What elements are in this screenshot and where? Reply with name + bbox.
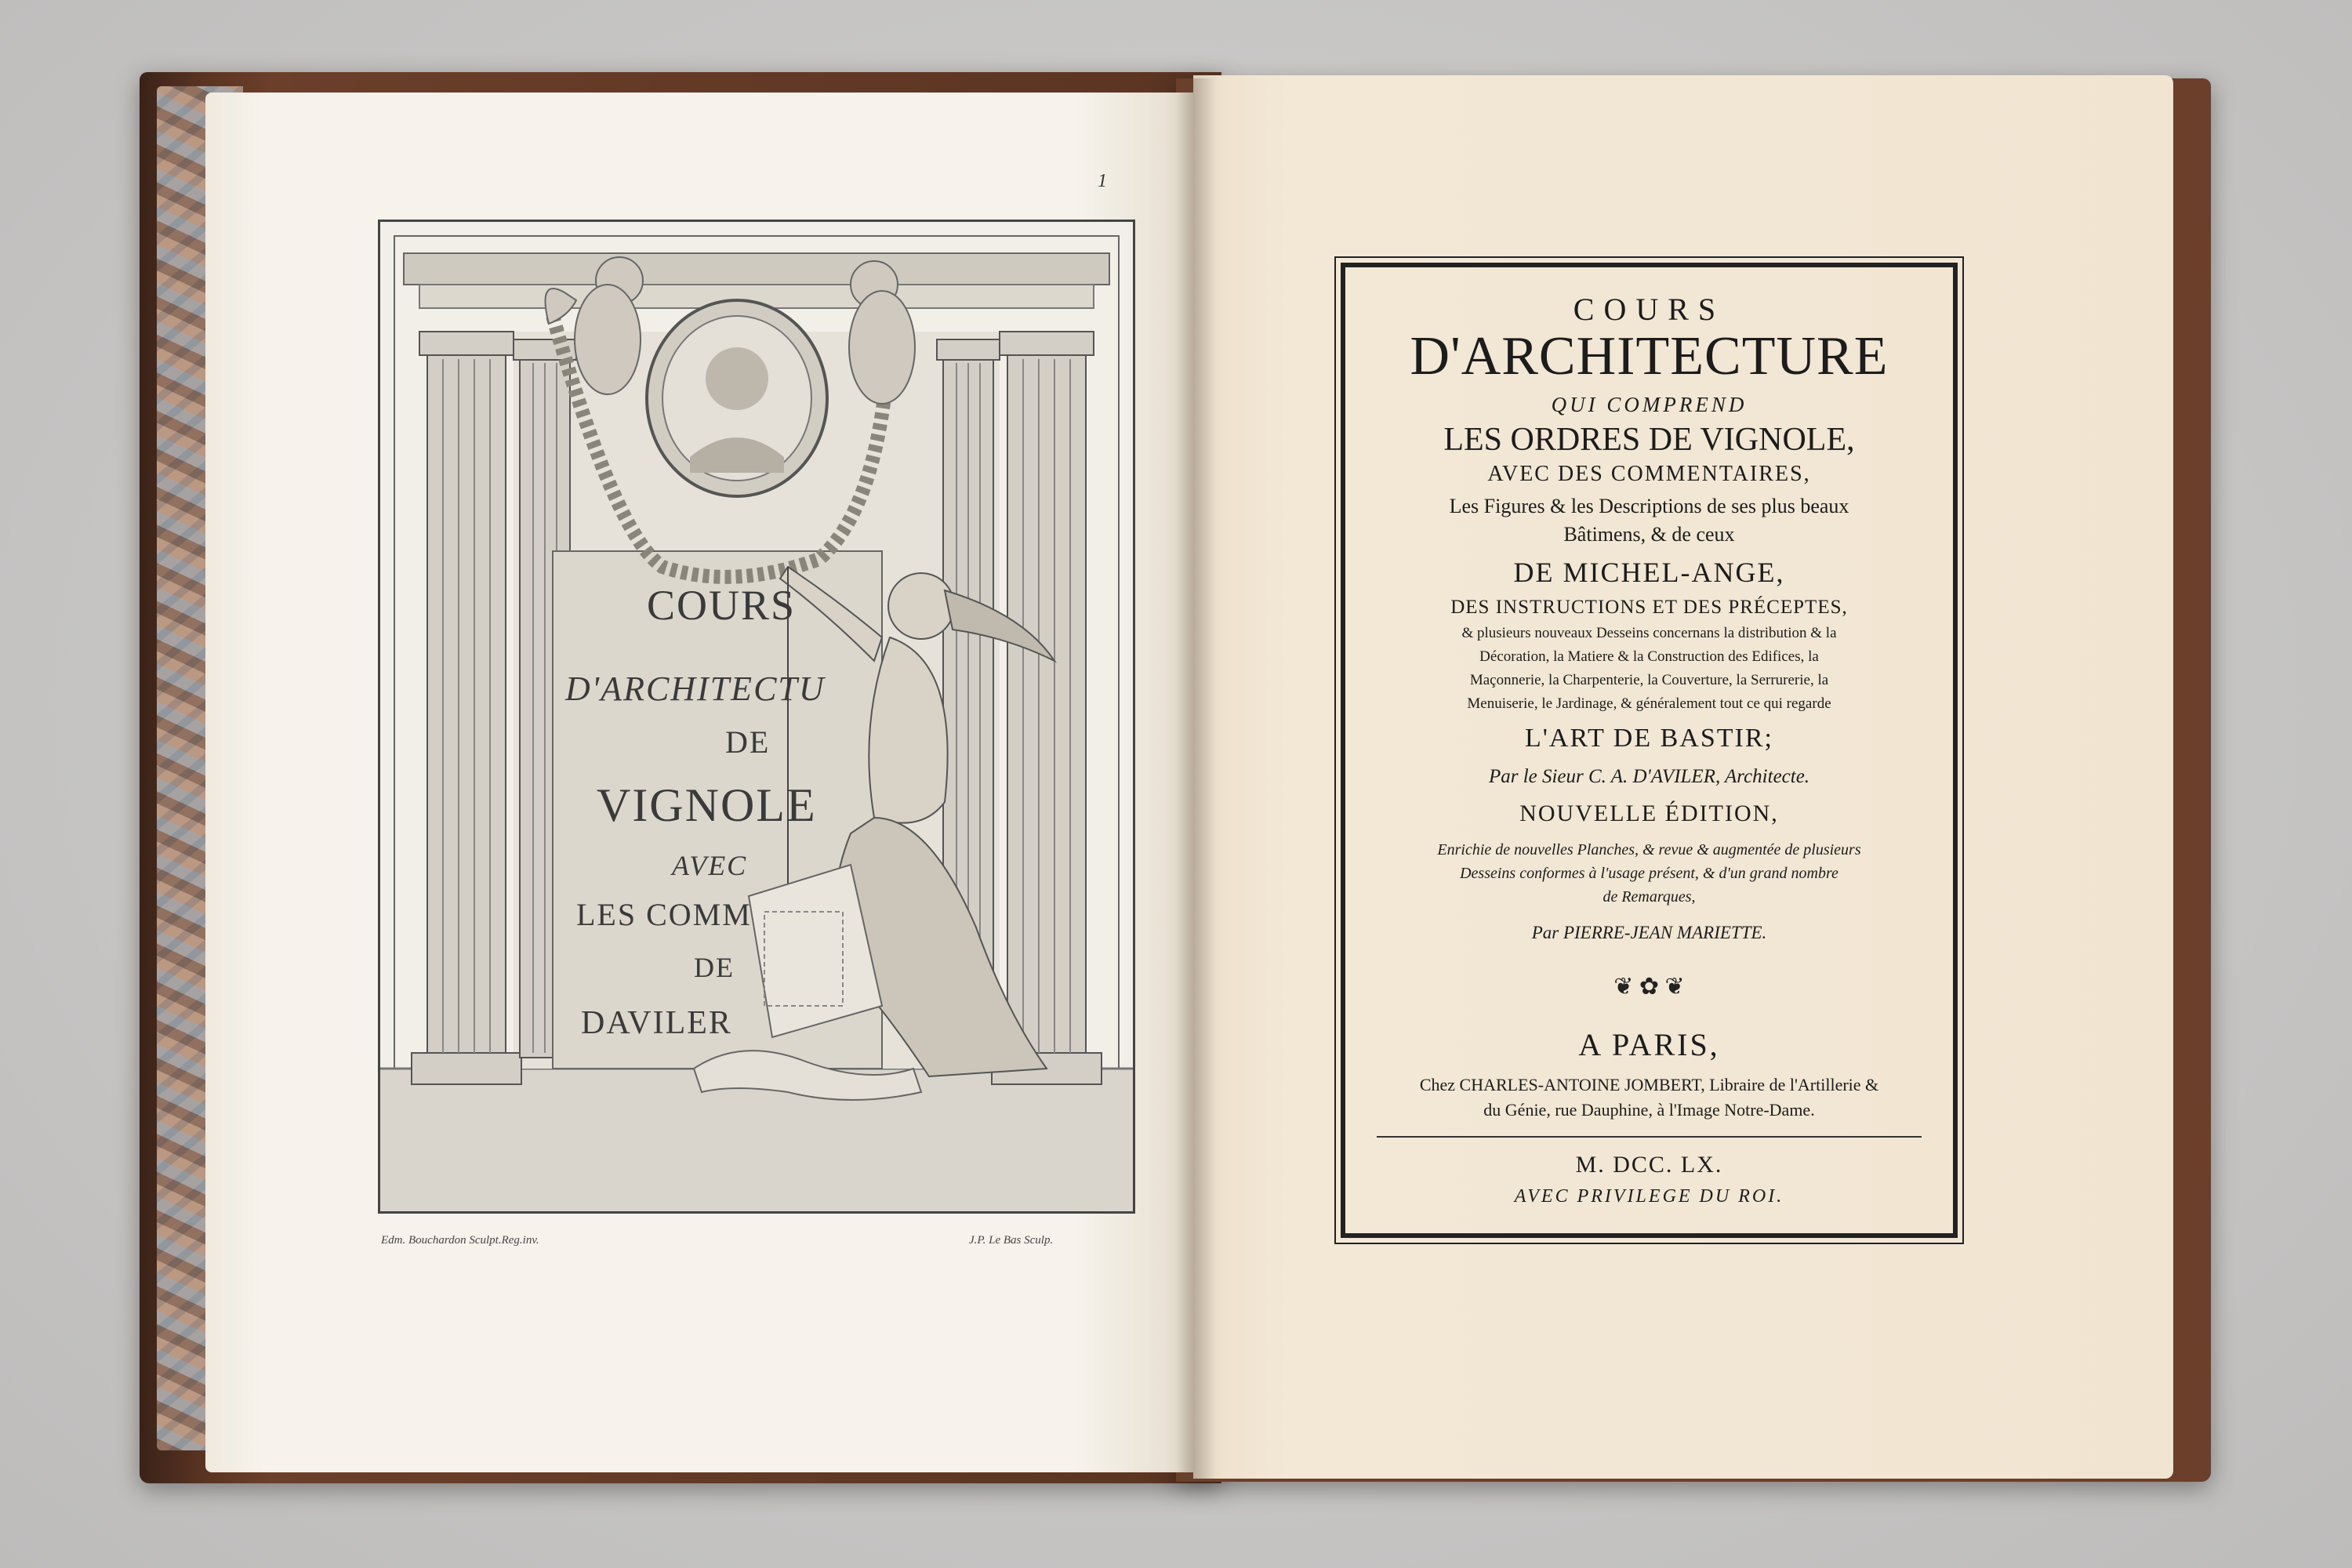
title-line-03: QUI COMPREND: [1551, 393, 1748, 416]
book-gutter: [1176, 78, 1215, 1482]
engraving-text-line6: LES COMM: [576, 897, 752, 932]
title-line-07: Bâtimens, & de ceux: [1563, 523, 1735, 546]
title-line-16: NOUVELLE ÉDITION,: [1519, 800, 1779, 826]
engraving-text-line2: D'ARCHITECTU: [565, 670, 826, 708]
title-rule: [1377, 1136, 1922, 1138]
title-line-24: M. DCC. LX.: [1575, 1152, 1723, 1178]
title-line-18: Desseins conformes à l'usage présent, & d'un grand nombre: [1460, 865, 1838, 882]
title-line-09: DES INSTRUCTIONS ET DES PRÉCEPTES,: [1450, 597, 1848, 618]
title-line-05: AVEC DES COMMENTAIRES,: [1487, 462, 1811, 486]
fleuron-ornament: ❦ ✿ ❦: [1613, 974, 1685, 1000]
engraving-text-line7: DE: [694, 952, 735, 983]
title-line-06: Les Figures & les Descriptions de ses plus beaux: [1449, 495, 1849, 517]
engraving-credit-right: J.P. Le Bas Sculp.: [969, 1234, 1054, 1247]
title-line-23: du Génie, rue Dauphine, à l'Image Notre-Dame.: [1483, 1100, 1815, 1120]
title-line-12: Maçonnerie, la Charpenterie, la Couverture, la Serrurerie, la: [1469, 672, 1829, 688]
title-line-21: A PARIS,: [1578, 1027, 1720, 1062]
title-line-20: Par PIERRE-JEAN MARIETTE.: [1531, 923, 1767, 942]
engraving-text-line8: DAVILER: [581, 1005, 732, 1041]
engraving-text-line1: COURS: [647, 582, 797, 629]
title-line-08: DE MICHEL-ANGE,: [1513, 557, 1785, 588]
engraving-text-line5: AVEC: [672, 850, 748, 881]
title-line-04: LES ORDRES DE VIGNOLE,: [1443, 422, 1855, 458]
title-line-13: Menuiserie, le Jardinage, & généralement tout ce qui regarde: [1467, 695, 1831, 712]
title-line-14: L'ART DE BASTIR;: [1525, 724, 1773, 753]
engraving-illustration: [380, 222, 1133, 1211]
engraving-credit-left: Edm. Bouchardon Sculpt.Reg.inv.: [381, 1234, 539, 1247]
title-line-25: AVEC PRIVILEGE DU ROI.: [1514, 1186, 1784, 1207]
title-line-22: Chez CHARLES-ANTOINE JOMBERT, Libraire de l'Artillerie &: [1419, 1075, 1879, 1094]
engraving-text-line4: VIGNOLE: [597, 779, 817, 831]
title-line-01: COURS: [1573, 292, 1726, 327]
title-line-15: Par le Sieur C. A. D'AVILER, Architecte.: [1488, 766, 1810, 787]
title-line-17: Enrichie de nouvelles Planches, & revue & augmentée de plusieurs: [1437, 841, 1861, 858]
title-line-19: de Remarques,: [1602, 888, 1696, 906]
title-line-02: D'ARCHITECTURE: [1410, 326, 1889, 387]
frontispiece-engraving: [378, 220, 1135, 1214]
title-page-frame: [1341, 263, 1958, 1238]
page-number: 1: [1098, 171, 1107, 191]
title-line-10: & plusieurs nouveaux Desseins concernans la distribution & la: [1461, 625, 1837, 641]
engraving-text-line3: DE: [725, 724, 771, 760]
title-line-11: Décoration, la Matiere & la Construction des Edifices, la: [1479, 648, 1819, 665]
